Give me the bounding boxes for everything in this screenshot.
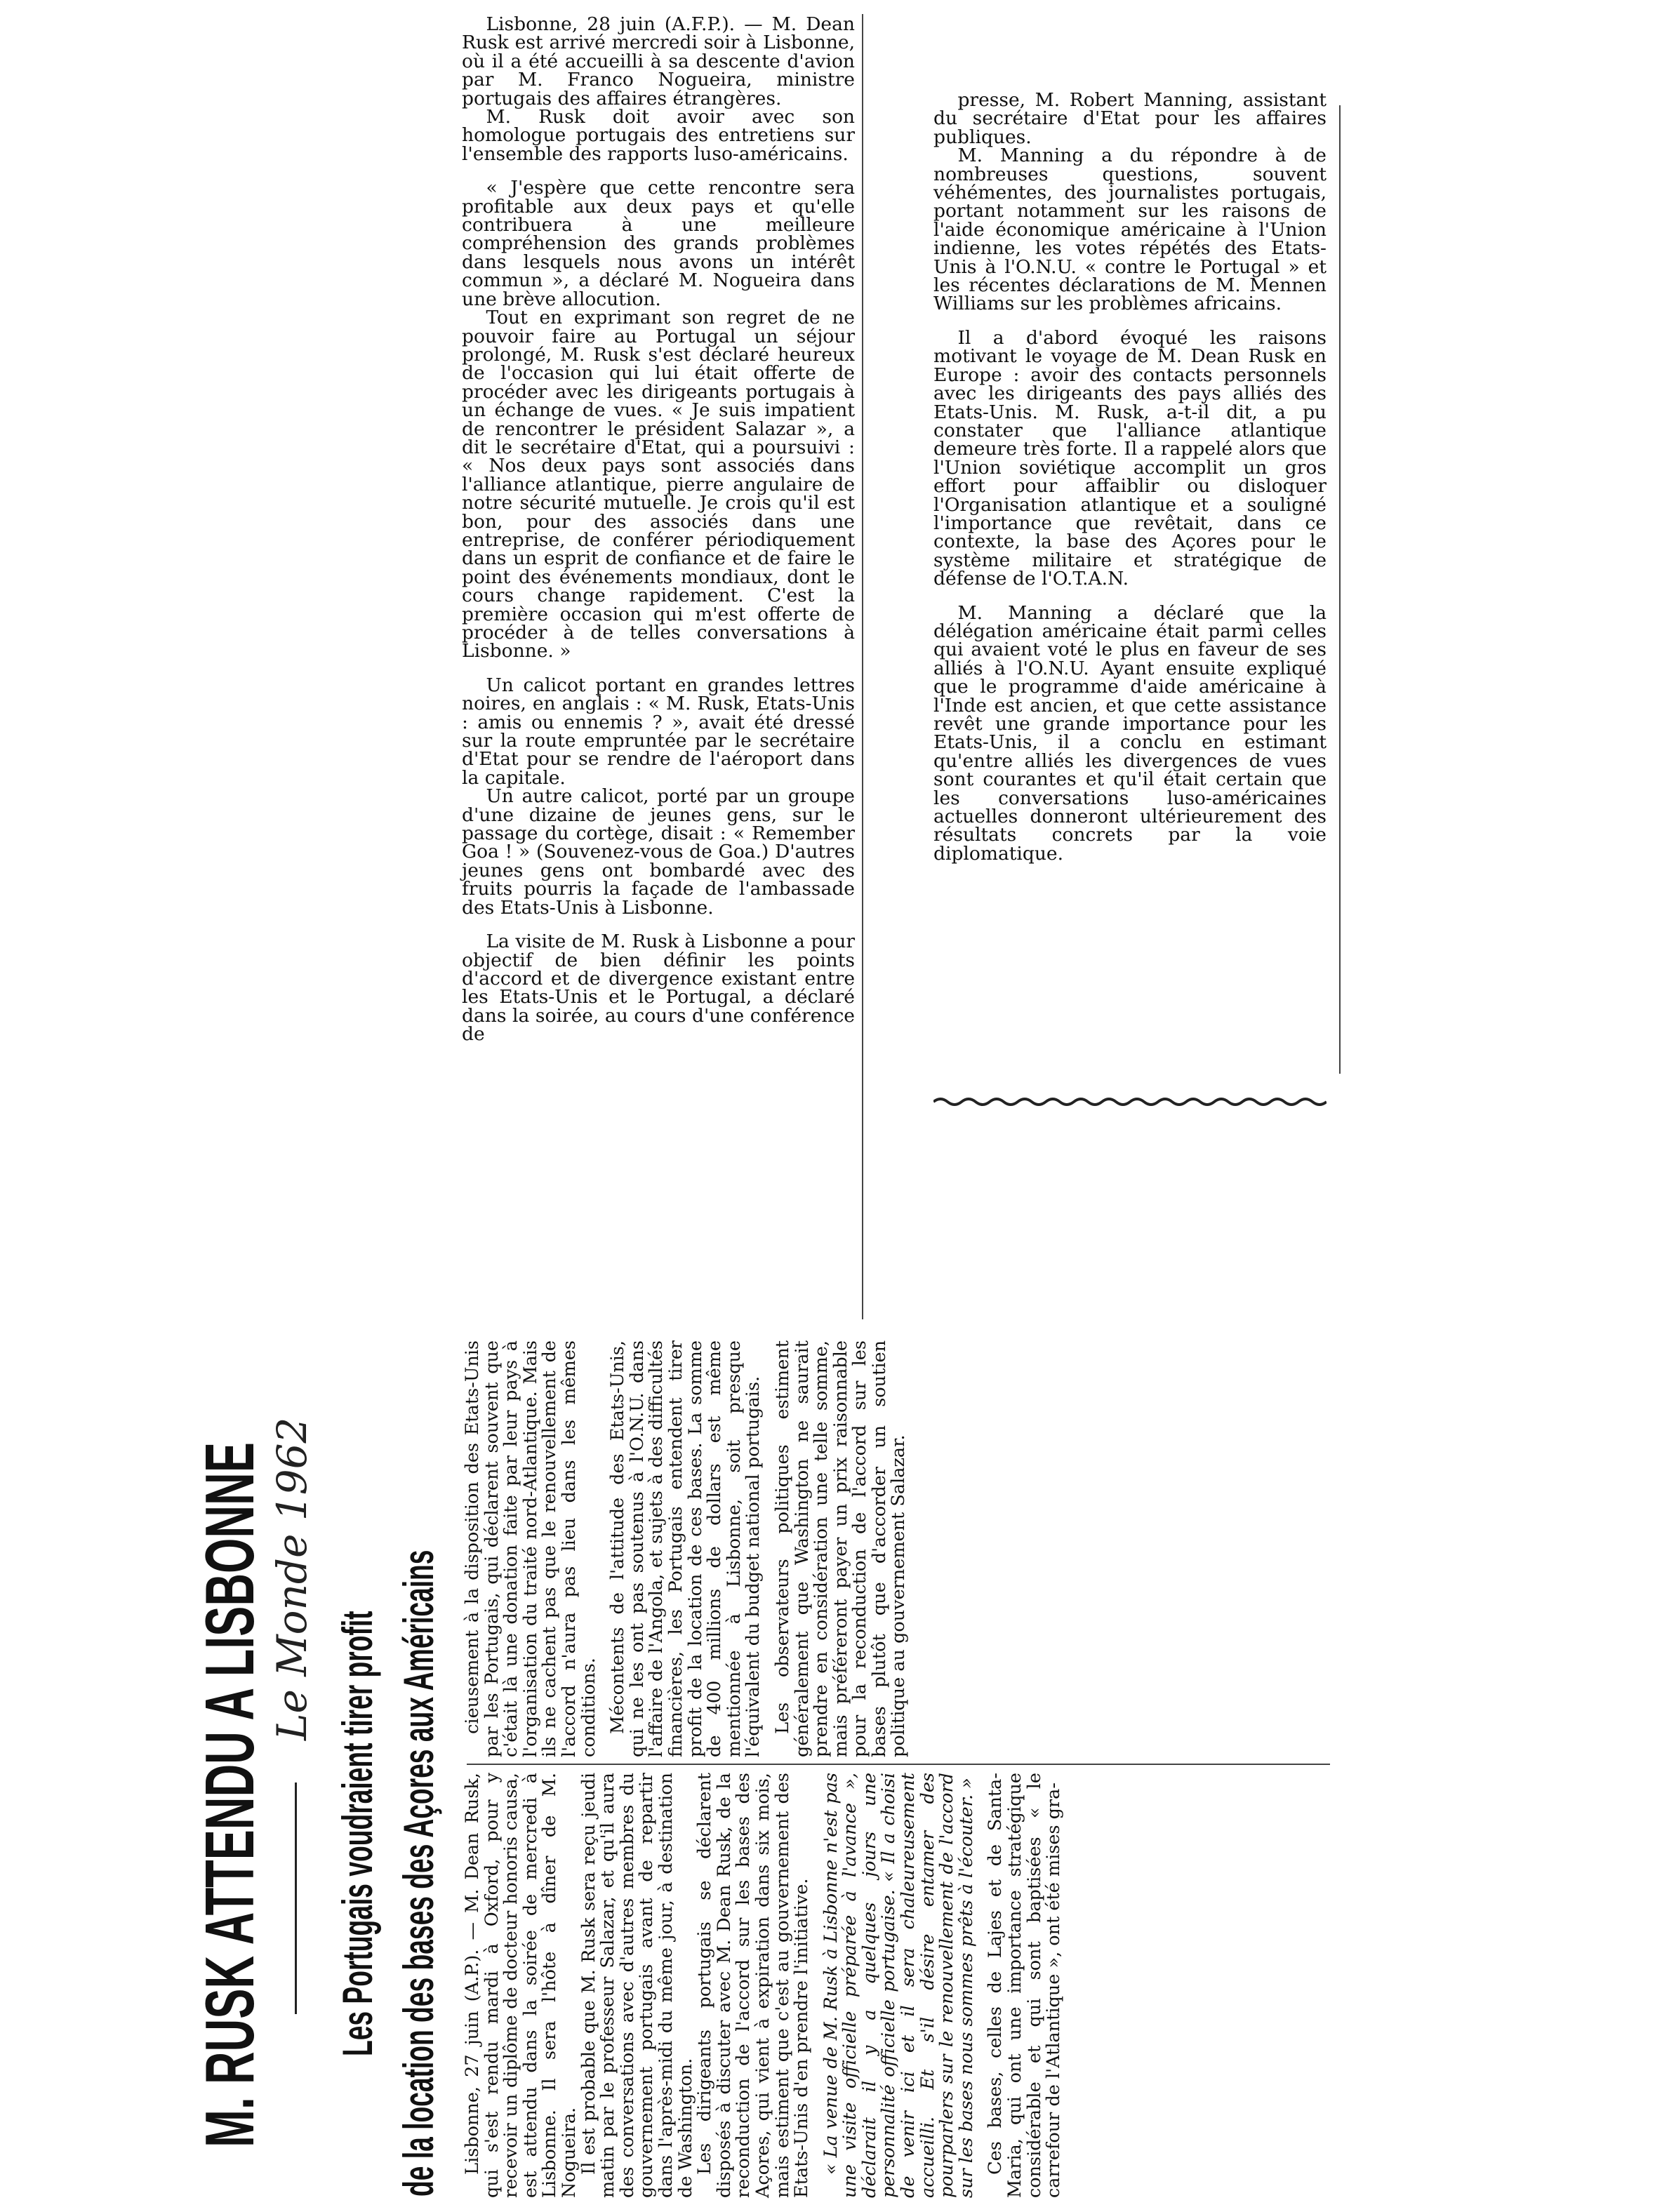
column-divider	[1339, 105, 1341, 1074]
paragraph: M. Manning a déclaré que la délégation américaine était parmi celles qui avaient voté le plus en faveur de ses alliés à l'O.N.U. Ayant ensuite expliqué que le programme d'aide américaine à l'Inde est ancien, et que cette assistance revêt une grande importance pour les Etats-Unis, il a conclu en estimant qu'entre alliés les divergences de vues sont courantes et qu'il était certain que les conversations luso-américaines actuelles donneront ultérieurement des résultats concrets par la voie diplomatique.	[933, 601, 1327, 865]
top-article-column-1	[462, 15, 855, 1044]
subheadline: Les Portugais voudraient tirer profit	[334, 1611, 381, 2056]
headline-rule	[295, 1783, 297, 2014]
paragraph: cieusement à la disposition des Etats-Unis par les Portugais, qui déclarent souvent que c'était là une donation faite par leur pays à l'organisation du traité nord-Atlantique. Mais ils ne cachent pas que le renouvellement de l'accord n'aura pas lieu dans les mêmes conditions.	[462, 1340, 599, 1757]
paragraph: Tout en exprimant son regret de ne pouvoir faire au Portugal un séjour prolongé, M. Rusk s'est déclaré heureux de l'occasion qui lui était offerte de procéder avec les dirigeants portugais à un échange de vues. « Je suis impatient de rencontrer le président Salazar », a dit le secrétaire d'Etat, qui a poursuivi : « Nos deux pays sont associés dans l'alliance atlantique, pierre angulaire de notre sécurité mutuelle. Je crois qu'il est bon, pour des associés dans une entreprise, de conférer périodiquement dans un esprit de confiance et de faire le point des événements mondiaux, dont le cours change rapidement. C'est la première occasion qui m'est offerte de procéder à de telles conversations à Lisbonne. »	[462, 307, 855, 662]
paragraph: M. Rusk doit avoir avec son homologue portugais des entretiens sur l'ensemble des rapports luso-américains.	[462, 106, 855, 165]
bottom-article-column-1	[463, 1773, 1064, 2198]
paragraph: Les dirigeants portugais se déclarent disposés à discuter avec M. Dean Rusk, de la reconduction de l'accord sur les bases des Açores, qui vient à expiration dans six mois, mais estiment que c'est au gouvernement des Etats-Unis d'en prendre l'initiative.	[694, 1773, 813, 2198]
subheadline: de la location des bases des Açores aux Américains	[395, 1550, 442, 2197]
bottom-article-column-2	[463, 1340, 909, 1757]
headline: M. RUSK ATTENDU A LISBONNE	[191, 1442, 268, 2147]
paragraph: Il est probable que M. Rusk sera reçu jeudi matin par le professeur Salazar, et qu'il aura des conversations avec d'autres membres du gouvernement portugais avant de repartir dans l'après-midi du même jour, à destination de Washington.	[578, 1773, 696, 2198]
paragraph: Un calicot portant en grandes lettres noires, en anglais : « M. Rusk, Etats-Unis : amis ou ennemis ? », avait été dressé sur la route empruntée par le secrétaire d'Etat pour se rendre de l'aéroport dans la capitale.	[462, 674, 855, 789]
paragraph: « J'espère que cette rencontre sera profitable aux deux pays et qu'elle contribuera à une meilleure compréhension des grands problèmes dans lesquels nous avons un intérêt commun », a déclaré M. Nogueira dans une brève allocution.	[462, 177, 855, 310]
handwritten-note: Le Monde 1962	[268, 1417, 316, 1740]
paragraph: La visite de M. Rusk à Lisbonne a pour objectif de bien définir les points d'accord et de divergence existant entre les Etats-Unis et le Portugal, a déclaré dans la soirée, au cours d'une conférence de	[462, 931, 855, 1046]
column-divider	[467, 1764, 1330, 1765]
paragraph: Ces bases, celles de Lajes et de Santa-Maria, qui ont une importance stratégique considérable et qui sont baptisées « le carrefour de l'Atlantique », ont été mises gra-	[985, 1773, 1065, 2198]
paragraph: M. Manning a du répondre à de nombreuses questions, souvent véhémentes, des journalistes portugais, portant notamment sur les raisons de l'aide économique américaine à l'Union indienne, les votes répétés des Etats-Unis à l'O.N.U. « contre le Portugal » et les récentes déclarations de M. Mennen Williams sur les problèmes africains.	[933, 145, 1327, 315]
paragraph: presse, M. Robert Manning, assistant du secrétaire d'Etat pour les affaires publiques.	[933, 89, 1327, 148]
paragraph: Mécontents de l'attitude des Etats-Unis, qui ne les ont pas soutenus à l'O.N.U. dans l'affaire de l'Angola, et sujets à des difficultés financières, les Portugais entendent tirer profit de la location de ces bases. La somme de 400 millions de dollars est même mentionnée à Lisbonne, soit presque l'équivalent du budget national portugais.	[607, 1340, 764, 1757]
paragraph: Il a d'abord évoqué les raisons motivant le voyage de M. Dean Rusk en Europe : avoir des contacts personnels avec les dirigeants des pays alliés des Etats-Unis. M. Rusk, a-t-il dit, a pu constater que l'alliance atlantique demeure très forte. Il a rappelé alors que l'Union soviétique accomplit un gros effort pour affaiblir ou disloquer l'Organisation atlantique et a souligné l'importance que revêtait, dans ce contexte, la base des Açores pour le système militaire et stratégique de défense de l'O.T.A.N.	[933, 326, 1327, 590]
paragraph: Lisbonne, 28 juin (A.F.P.). — M. Dean Rusk est arrivé mercredi soir à Lisbonne, où il a été accueilli à sa descente d'avion par M. Franco Nogueira, ministre portugais des affaires étrangères.	[462, 13, 855, 109]
paragraph: Les observateurs politiques estiment généralement que Washington ne saurait prendre en considération une telle somme, mais préféreront payer un prix raisonnable pour la reconduction de l'accord sur les bases plutôt que d'accorder un soutien politique au gouvernement Salazar.	[771, 1340, 910, 1757]
paragraph: Un autre calicot, porté par un groupe d'une dizaine de jeunes gens, sur le passage du cortège, disait : « Remember Goa ! » (Souvenez-vous de Goa.) D'autres jeunes gens ont bombardé avec des fruits pourris la façade de l'ambassade des Etats-Unis à Lisbonne.	[462, 785, 855, 919]
column-divider	[862, 14, 863, 1319]
paragraph: « La venue de M. Rusk à Lisbonne n'est pas une visite officielle préparée à l'avance », déclarait il y a quelques jours une personnalité officielle portugaise. « Il a choisi de venir ici et il sera chaleureusement accueilli. Et s'il désire entamer des pourparlers sur le renouvellement de l'accord sur les bases nous sommes prêts à l'écouter. »	[820, 1773, 977, 2198]
end-rule	[933, 1095, 1327, 1109]
rotated-article	[190, 1340, 1341, 2204]
top-article-column-2	[933, 91, 1327, 863]
paragraph: Lisbonne, 27 juin (A.P.). — M. Dean Rusk, qui s'est rendu mardi à Oxford, pour y recevoir un diplôme de docteur honoris causa, est attendu dans la soirée de mercredi à Lisbonne. Il sera l'hôte à dîner de M. Nogueira.	[462, 1773, 580, 2198]
